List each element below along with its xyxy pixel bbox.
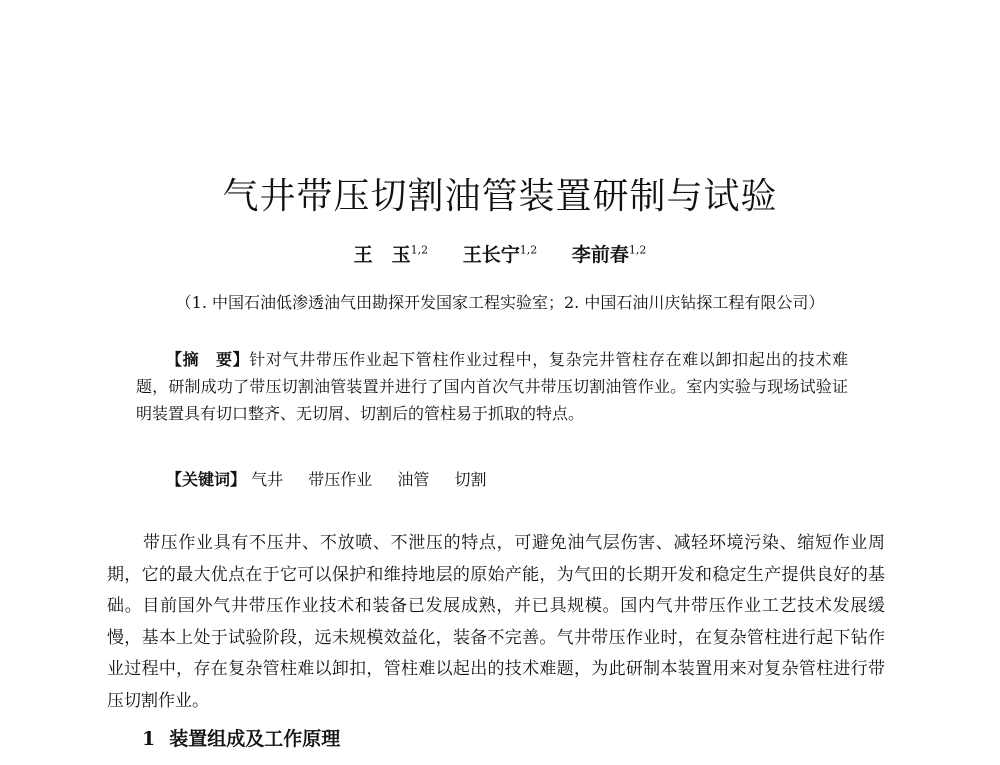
author-affil-marker: 1,2 [628,243,647,257]
author-name: 王长宁 [462,244,520,266]
keyword: 带压作业 [308,470,373,489]
keyword: 油管 [397,470,430,489]
author [354,244,429,266]
affiliation: （1. 中国石油低渗透油气田勘探开发国家工程实验室；2. 中国石油川庆钻探工程有限公司） [175,293,825,312]
author-name: 李前春 [571,244,629,266]
abstract [136,346,848,427]
section-number: 1 [142,728,156,750]
author-list [0,240,1000,267]
author-name: 王 玉 [353,244,411,266]
body-paragraph [107,528,885,717]
author-affil-marker: 1,2 [410,243,429,257]
section-heading [142,724,340,751]
keywords [166,467,506,490]
abstract-text: 针对气井带压作业起下管柱作业过程中，复杂完井管柱存在难以卸扣起出的技术难题，研制成功了带压切割油管装置并进行了国内首次气井带压切割油管作业。室内实验与现场试验证明装置具有切口整齐、无切屑、切割后的管柱易于抓取的特点。 [136,350,848,423]
paper-title: 气井带压切割油管装置研制与试验 [222,176,778,217]
author [463,244,538,266]
keyword: 气井 [251,470,284,489]
section-title: 装置组成及工作原理 [169,728,341,750]
author [572,244,647,266]
author-affil-marker: 1,2 [519,243,538,257]
keywords-label: 【关键词】 [166,470,247,489]
body-text: 带压作业具有不压井、不放喷、不泄压的特点，可避免油气层伤害、减轻环境污染、缩短作业周期，它的最大优点在于它可以保护和维持地层的原始产能，为气田的长期开发和稳定生产提供良好的基础。目前国外气井带压作业技术和装备已发展成熟，并已具规模。国内气井带压作业工艺技术发展缓慢，基本上处于试验阶段，远未规模效益化，装备不完善。气井带压作业时，在复杂管柱进行起下钻作业过程中，存在复杂管柱难以卸扣，管柱难以起出的技术难题，为此研制本装置用来对复杂管柱进行带压切割作业。 [107,533,885,711]
abstract-label: 【摘 要】 [166,350,250,369]
keyword: 切割 [454,470,487,489]
